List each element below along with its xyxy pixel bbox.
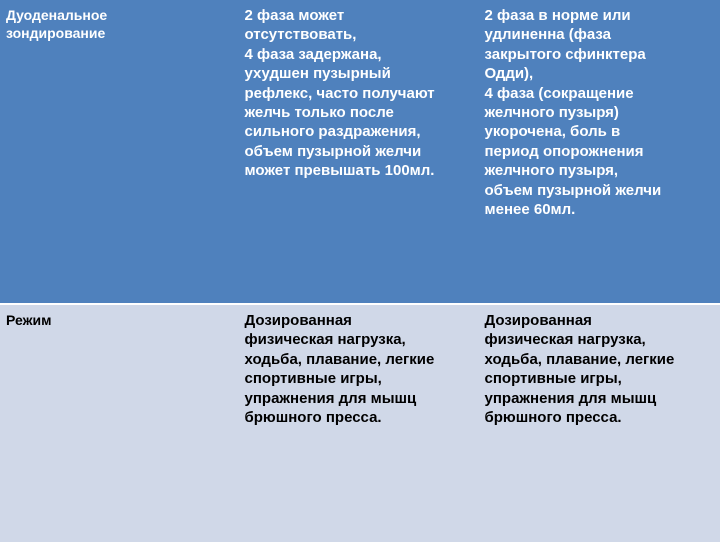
row-label-duodenal-sounding: Дуоденальное зондирование: [0, 0, 238, 304]
cell-regimen-col2: Дозированная физическая нагрузка, ходьба, плавание, легкие спортивные игры, упражнения для мышц брюшного пресса.: [238, 304, 478, 542]
table-row-regimen: [0, 304, 720, 542]
cell-regimen-col3: Дозированная физическая нагрузка, ходьба, плавание, легкие спортивные игры, упражнения для мышц брюшного пресса.: [478, 304, 720, 542]
cell-duodenal-sounding-col2: 2 фаза может отсутствовать, 4 фаза задержана, ухудшен пузырный рефлекс, часто получают желчь только после сильного раздражения, объем пузырной желчи может превышать 100мл.: [238, 0, 478, 304]
cell-duodenal-sounding-col3: 2 фаза в норме или удлиненна (фаза закрытого сфинктера Одди), 4 фаза (сокращение желчного пузыря) укорочена, боль в период опорожнения желчного пузыря, объем пузырной желчи менее 60мл.: [478, 0, 720, 304]
row-label-regimen: Режим: [0, 304, 238, 542]
